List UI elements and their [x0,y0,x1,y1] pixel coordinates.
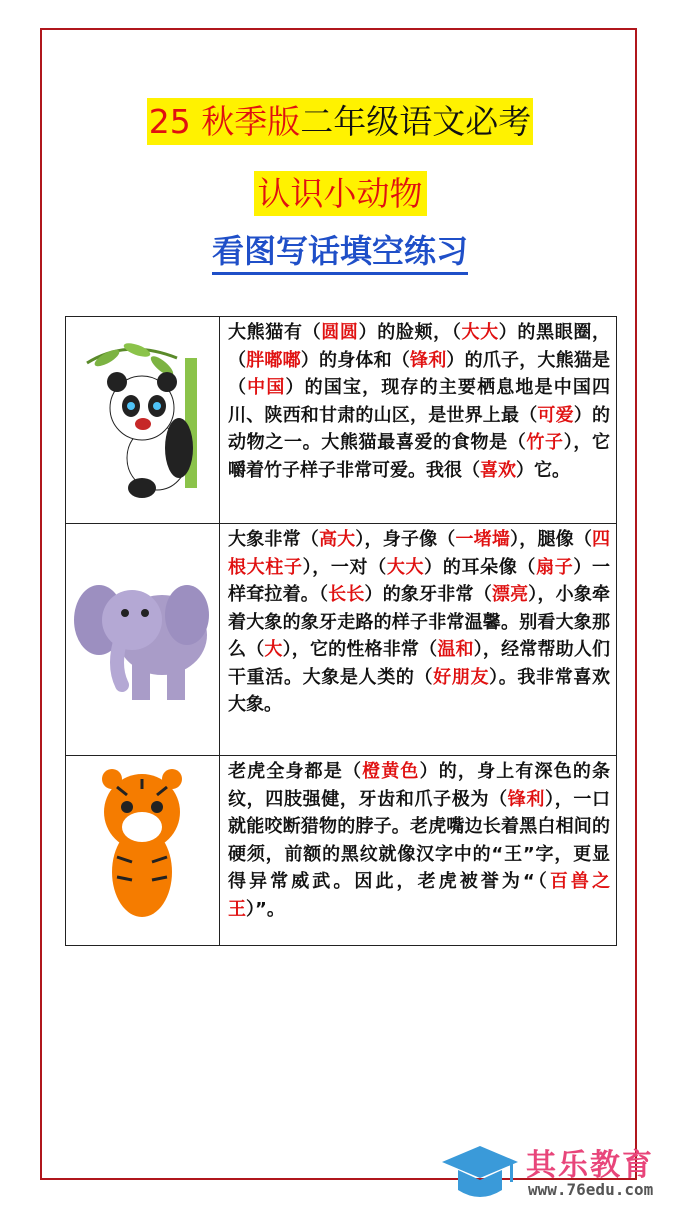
paragraph-text: ）的动物之一。大熊猫最喜爱的食物是（ [228,404,611,453]
answer-blank: 可爱 [537,404,574,426]
paragraph-text: ）”。 [246,898,285,920]
answer-blank: 长长 [328,584,365,605]
answer-blank: 大大 [386,556,425,578]
title-line-3 [0,226,680,272]
elephant-paragraph [220,524,617,756]
paragraph-text: ）的黑眼圈，（ [228,322,611,371]
paragraph-text: ）的身体和（ [300,349,411,371]
site-logo [440,1138,680,1208]
paragraph-text: ）的国宝，现存的主要栖息地是中国四川、陕西和甘肃的山区，是世界上最（ [228,377,611,426]
title-line-1 [0,100,680,144]
answer-blank: 大 [264,639,283,660]
logo-url: www.76edu.com [528,1180,654,1199]
elephant-image [66,524,220,756]
subtitle: 认识小动物 [254,171,427,216]
answer-blank: 百兽之王 [228,871,610,920]
answer-blank: 扇子 [536,556,574,578]
paragraph-text: ），它的性格非常（ [282,639,438,660]
exercise-table [65,316,617,946]
paragraph-text: 老虎全身都是（ [228,761,363,782]
graduation-cap-icon [440,1144,520,1204]
answer-blank: 中国 [247,377,286,398]
answer-blank: 大大 [461,322,499,343]
table-row [66,524,617,756]
answer-blank: 一堵墙 [455,529,511,550]
answer-blank: 漂亮 [491,584,529,605]
tiger-image [66,756,220,946]
answer-blank: 胖嘟嘟 [246,349,301,371]
paragraph-text: 大熊猫有（ [228,322,322,343]
answer-blank: 锋利 [507,788,546,810]
answer-blank: 圆圆 [321,322,359,343]
paragraph-text: ）的耳朵像（ [424,556,537,578]
paragraph-text: ），腿像（ [510,529,593,550]
panda-paragraph [220,317,617,524]
answer-blank: 四根大柱子 [228,529,611,578]
title-line-2 [0,172,680,216]
title-season: 25 秋季版 [148,102,301,141]
paragraph-text: ），它嚼着竹子样子非常可爱。我很（ [228,432,611,481]
paragraph-text: ）的象牙非常（ [364,584,492,605]
answer-blank: 喜欢 [480,459,516,481]
paragraph-text: ）。我非常喜欢大象。 [228,666,611,715]
paragraph-text: ），身子像（ [355,529,456,550]
paragraph-text: ）的，身上有深色的条纹，四肢强健，牙齿和爪子极为（ [228,761,611,810]
answer-blank: 竹子 [526,432,564,453]
answer-blank: 橙黄色 [362,761,420,782]
title-grade: 二年级语文必考 [300,102,532,141]
paragraph-text: ），一口就能咬断猎物的脖子。老虎嘴边长着黑白相间的硬须，前额的黑纹就像汉字中的“王”字，更显得异常威武。因此，老虎被誉为“（ [228,788,611,892]
paragraph-text: 大象非常（ [228,529,319,550]
answer-blank: 锋利 [410,349,447,371]
paragraph-text: ）它。 [516,459,570,481]
paragraph-text: ）的爪子，大熊猫是（ [228,349,611,398]
table-row [66,317,617,524]
answer-blank: 高大 [318,529,356,550]
tiger-paragraph [220,756,617,946]
logo-brand: 其乐教育 [526,1148,654,1183]
paragraph-text: ）一样耷拉着。（ [228,556,611,605]
exercise-heading: 看图写话填空练习 [212,232,468,275]
panda-image [66,317,220,524]
paragraph-text: ），一对（ [302,556,387,578]
paragraph-text: ），小象牵着大象的象牙走路的样子非常温馨。别看大象那么（ [228,584,611,660]
paragraph-text: ）的脸颊，（ [358,322,462,343]
table-row [66,756,617,946]
answer-blank: 温和 [437,639,474,660]
paragraph-text: ），经常帮助人们干重活。大象是人类的（ [228,639,611,688]
answer-blank: 好朋友 [433,666,490,688]
